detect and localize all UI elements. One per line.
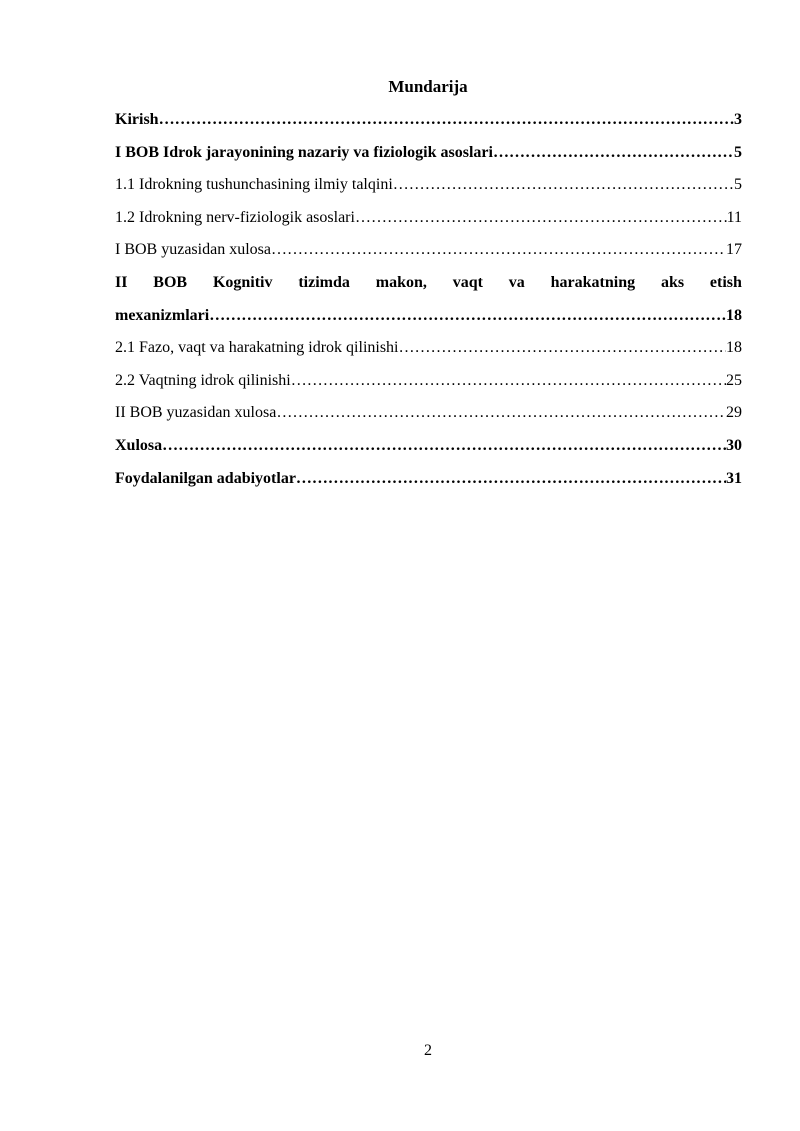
toc-entry-page: 17 <box>726 241 742 259</box>
toc-entry-chapter-2-conclusion[interactable] <box>115 400 742 433</box>
toc-entry-1-2[interactable] <box>115 205 742 238</box>
toc-entry-text: mexanizmlari <box>115 306 210 324</box>
toc-word: etish <box>709 273 742 291</box>
toc-leader-dots <box>162 433 726 459</box>
toc-entry-page: 18 <box>726 339 742 357</box>
page-number: 2 <box>424 1042 432 1059</box>
toc-entry-chapter-1-conclusion[interactable] <box>115 237 742 270</box>
toc-entry-chapter-2-line2[interactable] <box>115 303 742 336</box>
toc-entry-page: 5 <box>734 143 742 161</box>
toc-entry-page: 31 <box>726 469 742 487</box>
toc-leader-dots <box>276 400 726 426</box>
toc-entry-page: 11 <box>726 208 742 226</box>
toc-entry-text: Foydalanilgan adabiyotlar <box>115 469 296 487</box>
toc-entry-kirish[interactable] <box>115 107 742 140</box>
toc-entry-page: 29 <box>726 404 742 422</box>
toc-word: II <box>115 273 128 291</box>
toc-leader-dots <box>493 140 734 166</box>
toc-word: harakatning <box>550 273 636 291</box>
toc-entry-page: 18 <box>726 306 742 324</box>
toc-word: makon, <box>375 273 427 291</box>
toc-leader-dots <box>296 466 726 492</box>
toc-entry-text: I BOB Idrok jarayonining nazariy va fiziologik asoslari <box>115 143 493 161</box>
toc-entry-text: Kirish <box>115 111 159 128</box>
toc-entry-page: 25 <box>726 371 742 389</box>
toc-title: Mundarija <box>388 77 468 96</box>
toc-entry-chapter-1[interactable] <box>115 140 742 173</box>
toc-entry-chapter-2-line1[interactable] <box>115 270 742 303</box>
toc-word: Kognitiv <box>212 273 273 291</box>
toc-leader-dots <box>399 335 727 361</box>
toc-entry-text: 2.2 Vaqtning idrok qilinishi <box>115 371 291 389</box>
toc-entry-text: 2.1 Fazo, vaqt va harakatning idrok qilinishi <box>115 339 399 357</box>
toc-word: tizimda <box>298 273 350 291</box>
toc-entry-page: 3 <box>734 111 742 128</box>
toc-entry-1-1[interactable] <box>115 172 742 205</box>
toc-leader-dots <box>271 237 726 263</box>
toc-entry-references[interactable] <box>115 466 742 499</box>
toc-word: BOB <box>153 273 188 291</box>
toc-entry-page: 5 <box>734 176 742 194</box>
toc-entry-2-1[interactable] <box>115 335 742 368</box>
toc-entry-xulosa[interactable] <box>115 433 742 466</box>
toc-leader-dots <box>209 303 726 329</box>
toc-entry-page: 30 <box>726 436 742 454</box>
toc-entry-text: II BOB yuzasidan xulosa <box>115 404 277 422</box>
table-of-contents <box>115 107 742 498</box>
toc-leader-dots <box>159 107 734 133</box>
toc-entry-text: 1.1 Idrokning tushunchasining ilmiy talqini <box>115 176 393 194</box>
toc-entry-2-2[interactable] <box>115 368 742 401</box>
toc-entry-text: I BOB yuzasidan xulosa <box>115 241 271 259</box>
toc-leader-dots <box>291 368 726 394</box>
toc-word: aks <box>660 273 685 291</box>
toc-entry-text: Xulosa <box>115 436 163 454</box>
toc-leader-dots <box>393 172 734 198</box>
toc-entry-text: 1.2 Idrokning nerv-fiziologik asoslari <box>115 208 355 226</box>
toc-word: va <box>508 273 525 291</box>
toc-leader-dots <box>355 205 727 231</box>
toc-word: vaqt <box>452 273 483 291</box>
